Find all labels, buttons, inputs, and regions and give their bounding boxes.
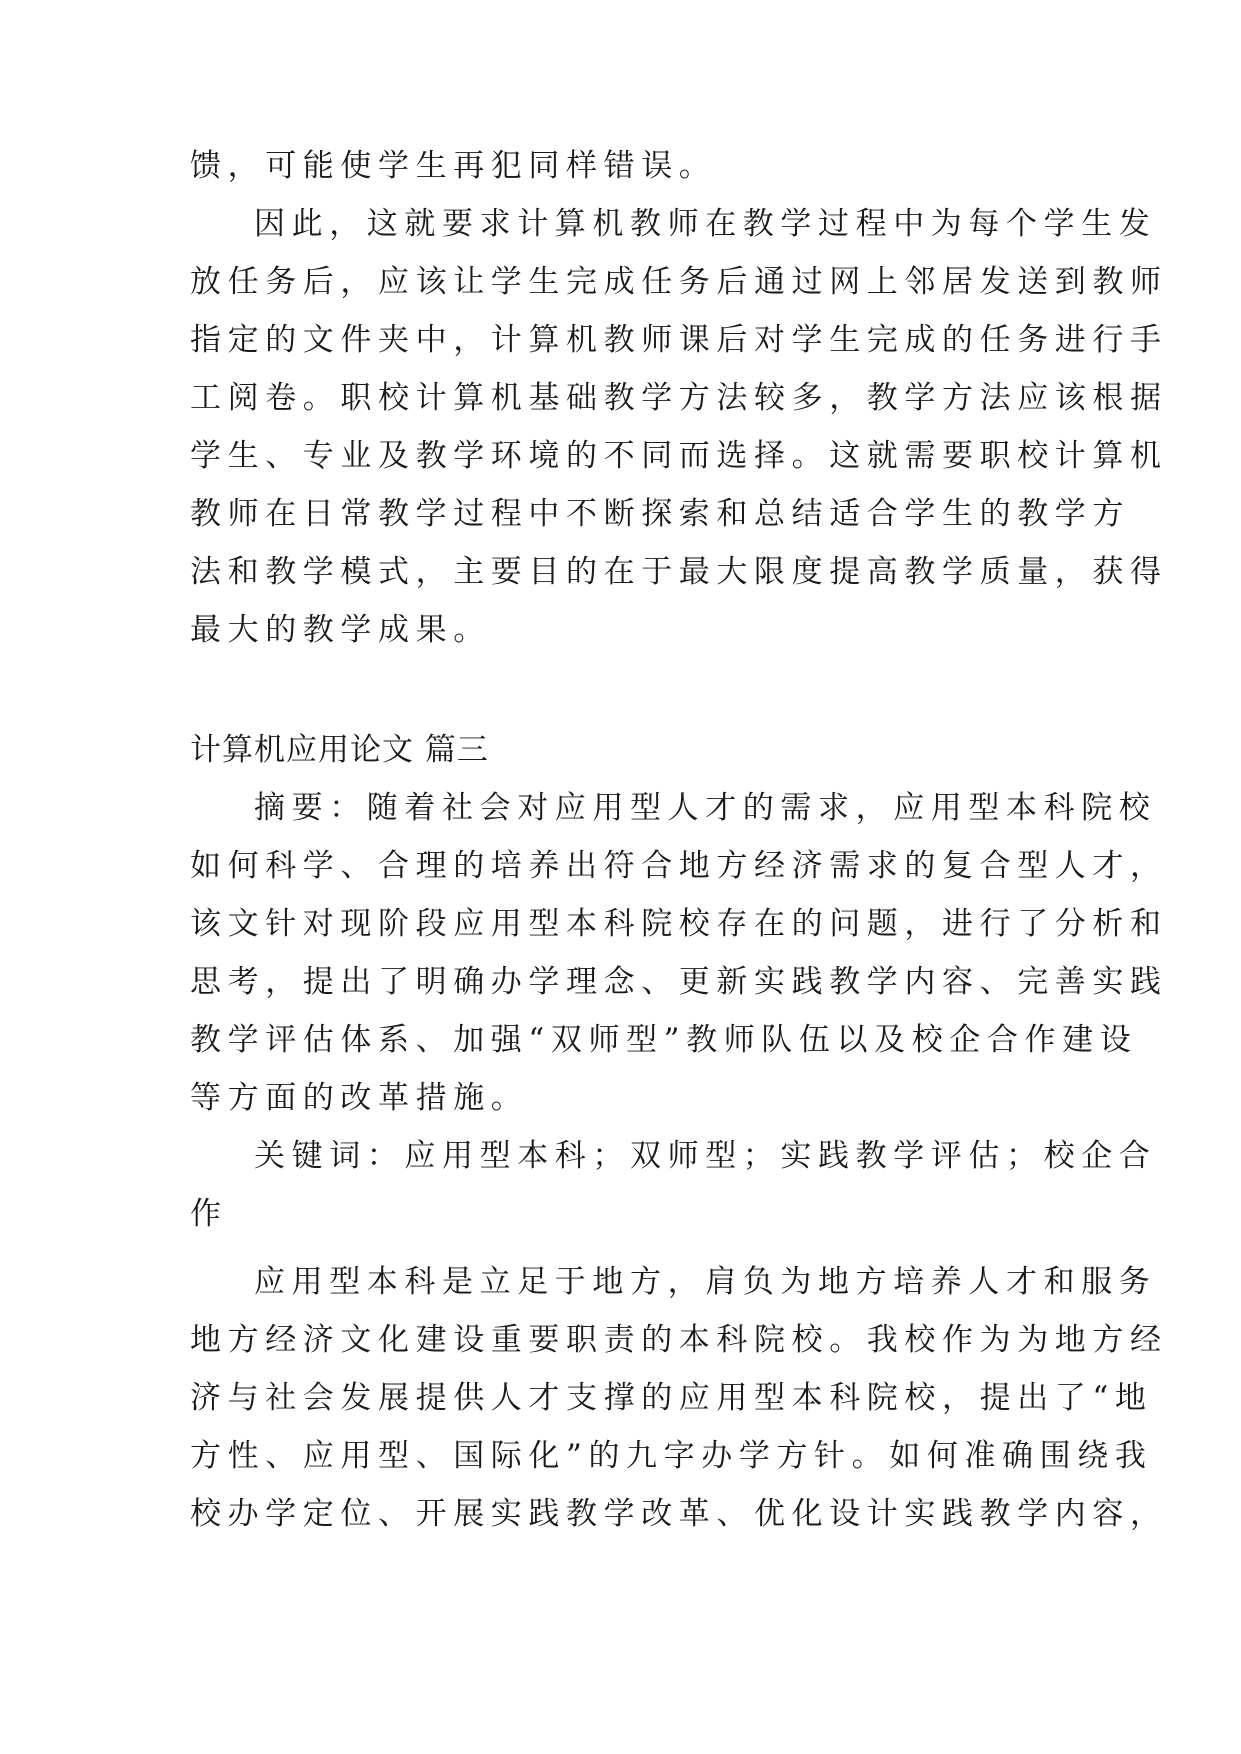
paragraph-line: 指定的文件夹中，计算机教师课后对学生完成的任务进行手 <box>190 322 1168 358</box>
paragraph-line: 应用型本科是立足于地方，肩负为地方培养人才和服务 <box>254 1264 1157 1300</box>
paragraph-line: 放任务后，应该让学生完成任务后通过网上邻居发送到教师 <box>190 264 1168 300</box>
paragraph-line: 学生、专业及教学环境的不同而选择。这就需要职校计算机 <box>190 438 1168 474</box>
abstract-line: 摘要：随着社会对应用型人才的需求，应用型本科院校 <box>254 790 1157 826</box>
abstract-line: 等方面的改革措施。 <box>190 1080 529 1116</box>
paragraph-line: 教师在日常教学过程中不断探索和总结适合学生的教学方 <box>190 496 1130 532</box>
paragraph-line: 馈，可能使学生再犯同样错误。 <box>190 148 717 184</box>
paragraph-line: 地方经济文化建设重要职责的本科院校。我校作为为地方经 <box>190 1322 1168 1358</box>
paragraph-line: 最大的教学成果。 <box>190 612 491 648</box>
abstract-line: 教学评估体系、加强“双师型”教师队伍以及校企合作建设 <box>190 1022 1138 1058</box>
keywords-line: 关键词：应用型本科；双师型；实践教学评估；校企合 <box>254 1138 1157 1174</box>
paragraph-line: 校办学定位、开展实践教学改革、优化设计实践教学内容， <box>190 1496 1168 1532</box>
abstract-line: 如何科学、合理的培养出符合地方经济需求的复合型人才， <box>190 848 1168 884</box>
paragraph-line: 济与社会发展提供人才支撑的应用型本科院校，提出了“地 <box>190 1380 1153 1416</box>
abstract-line: 思考，提出了明确办学理念、更新实践教学内容、完善实践 <box>190 964 1168 1000</box>
keywords-line: 作 <box>190 1196 228 1232</box>
paragraph-line: 工阅卷。职校计算机基础教学方法较多，教学方法应该根据 <box>190 380 1168 416</box>
abstract-line: 该文针对现阶段应用型本科院校存在的问题，进行了分析和 <box>190 906 1168 942</box>
section-heading: 计算机应用论文 篇三 <box>190 732 489 768</box>
paragraph-line: 因此，这就要求计算机教师在教学过程中为每个学生发 <box>254 206 1157 242</box>
paragraph-line: 方性、应用型、国际化”的九字办学方针。如何准确围绕我 <box>190 1438 1153 1474</box>
paragraph-line: 法和教学模式，主要目的在于最大限度提高教学质量，获得 <box>190 554 1168 590</box>
